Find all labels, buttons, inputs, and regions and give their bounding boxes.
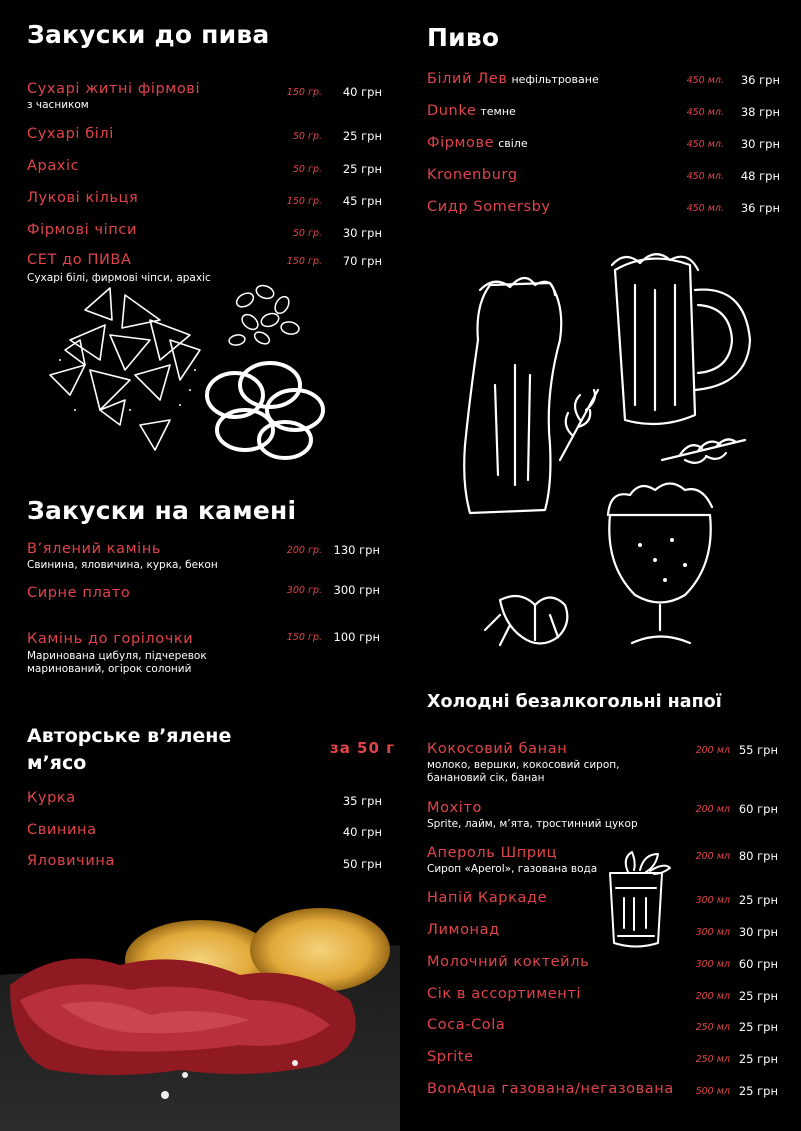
drink-item-price: 80 грн bbox=[738, 849, 778, 863]
snack-item-name: Сухарі житні фірмові bbox=[27, 81, 201, 97]
stone-item-vol: 200 гр. bbox=[286, 545, 322, 556]
snack-item-desc: Сухарі білі, фирмові чіпси, арахіс bbox=[27, 272, 211, 284]
jerky-photo bbox=[0, 905, 400, 1131]
snack-item-desc: з часником bbox=[27, 99, 89, 111]
snacks-illustration bbox=[30, 280, 340, 470]
stone-item-price: 300 грн bbox=[333, 583, 380, 597]
stone-item-price: 130 грн bbox=[333, 543, 380, 557]
jerky-title: Авторське в’ялене м’ясо bbox=[27, 725, 232, 774]
stone-item-vol: 150 гр. bbox=[286, 632, 322, 643]
beer-item-name bbox=[427, 199, 551, 215]
jerky-item-price: 40 грн bbox=[342, 825, 382, 839]
drink-item-vol: 200 мл bbox=[695, 804, 730, 815]
drink-item-vol: 200 мл bbox=[695, 745, 730, 756]
drink-item-vol: 250 мл bbox=[695, 1054, 730, 1065]
drink-item-name: Молочний коктейль bbox=[427, 954, 590, 970]
snack-item-price: 25 грн bbox=[342, 129, 382, 143]
drink-item-vol: 500 мл bbox=[695, 1086, 730, 1097]
drink-item-name: Сік в ассортименті bbox=[427, 986, 582, 1002]
drink-item-vol: 300 мл bbox=[695, 959, 730, 970]
snack-item-name: Арахіс bbox=[27, 158, 80, 174]
drink-item-name: Кокосовий банан bbox=[427, 741, 568, 757]
beer-item-name bbox=[427, 135, 528, 151]
beer-item-label: Сидр Somersby bbox=[427, 199, 551, 215]
stone-item-vol: 300 гр. bbox=[286, 585, 322, 596]
drink-item-name: Coca-Cola bbox=[427, 1017, 506, 1033]
snack-item-price: 45 грн bbox=[342, 194, 382, 208]
drink-item-price: 25 грн bbox=[738, 893, 778, 907]
drink-item-price: 25 грн bbox=[738, 1020, 778, 1034]
jerky-item-price: 50 грн bbox=[342, 857, 382, 871]
jerky-item-name: Курка bbox=[27, 790, 76, 806]
beer-title: Пиво bbox=[427, 23, 500, 52]
drink-item-price: 25 грн bbox=[738, 1052, 778, 1066]
snack-item-name: Фірмові чіпси bbox=[27, 222, 137, 238]
snack-item-vol: 50 гр. bbox=[292, 131, 322, 142]
drink-item-price: 60 грн bbox=[738, 802, 778, 816]
drink-item-price: 55 грн bbox=[738, 743, 778, 757]
stone-title: Закуски на камені bbox=[27, 496, 297, 525]
snack-item-price: 70 грн bbox=[342, 254, 382, 268]
beer-item-price: 36 грн bbox=[740, 73, 780, 87]
drinks-title: Холодні безалкогольні напої bbox=[427, 692, 722, 712]
stone-item-desc: Свинина, яловичина, курка, бекон bbox=[27, 559, 218, 571]
snack-item-name: Лукові кільця bbox=[27, 190, 139, 206]
beer-item-label: Kronenburg bbox=[427, 167, 518, 183]
beer-glasses-illustration bbox=[440, 245, 760, 665]
jerky-note: за 50 г bbox=[330, 739, 395, 757]
beer-item-name bbox=[427, 167, 518, 183]
beer-item-vol: 450 мл. bbox=[686, 107, 724, 118]
stone-item-price: 100 грн bbox=[333, 630, 380, 644]
beer-item-suffix: свіле bbox=[498, 137, 528, 150]
beer-item-suffix: темне bbox=[480, 105, 516, 118]
drink-item-name: BonAqua газована/негазована bbox=[427, 1081, 674, 1097]
snack-item-vol: 50 гр. bbox=[292, 164, 322, 175]
stone-item-name: В’ялений камінь bbox=[27, 541, 162, 557]
drink-item-name: Напій Каркаде bbox=[427, 890, 548, 906]
drink-item-vol: 200 мл bbox=[695, 851, 730, 862]
drink-item-desc: молоко, вершки, кокосовий сироп, банановий сік, банан bbox=[427, 759, 620, 784]
drink-item-vol: 300 мл bbox=[695, 895, 730, 906]
beer-item-name bbox=[427, 103, 516, 119]
snack-item-vol: 150 гр. bbox=[286, 87, 322, 98]
beer-item-vol: 450 мл. bbox=[686, 75, 724, 86]
snack-item-price: 30 грн bbox=[342, 226, 382, 240]
beer-item-vol: 450 мл. bbox=[686, 203, 724, 214]
drink-item-price: 30 грн bbox=[738, 925, 778, 939]
drink-item-name: Апероль Шприц bbox=[427, 845, 558, 861]
drink-item-desc: Сироп «Aperol», газована вода bbox=[427, 863, 598, 875]
beer-item-name bbox=[427, 71, 599, 87]
beer-item-label: Dunke bbox=[427, 103, 477, 119]
beer-item-vol: 450 мл. bbox=[686, 171, 724, 182]
beer-item-price: 36 грн bbox=[740, 201, 780, 215]
drink-item-vol: 200 мл bbox=[695, 991, 730, 1002]
snack-item-vol: 50 гр. bbox=[292, 228, 322, 239]
snack-item-vol: 150 гр. bbox=[286, 256, 322, 267]
drink-item-desc: Sprite, лайм, м’ята, тростинний цукор bbox=[427, 818, 638, 830]
beer-item-label: Фірмове bbox=[427, 135, 495, 151]
cocktail-glass-illustration bbox=[600, 848, 680, 953]
snacks-title: Закуски до пива bbox=[27, 20, 270, 49]
drink-item-name: Мохіто bbox=[427, 800, 482, 816]
drink-item-price: 60 грн bbox=[738, 957, 778, 971]
snack-item-name: Сухарі білі bbox=[27, 126, 114, 142]
drink-item-vol: 300 мл bbox=[695, 927, 730, 938]
jerky-item-name: Яловичина bbox=[27, 853, 115, 869]
beer-item-price: 38 грн bbox=[740, 105, 780, 119]
jerky-item-price: 35 грн bbox=[342, 794, 382, 808]
drink-item-name: Лимонад bbox=[427, 922, 500, 938]
jerky-item-name: Свинина bbox=[27, 822, 97, 838]
drink-item-price: 25 грн bbox=[738, 989, 778, 1003]
snack-item-price: 40 грн bbox=[342, 85, 382, 99]
beer-item-price: 30 грн bbox=[740, 137, 780, 151]
drink-item-name: Sprite bbox=[427, 1049, 474, 1065]
beer-item-vol: 450 мл. bbox=[686, 139, 724, 150]
snack-item-vol: 150 гр. bbox=[286, 196, 322, 207]
drink-item-price: 25 грн bbox=[738, 1084, 778, 1098]
snack-item-price: 25 грн bbox=[342, 162, 382, 176]
stone-item-name: Сирне плато bbox=[27, 585, 131, 601]
beer-item-label: Білий Лев bbox=[427, 71, 508, 87]
drink-item-vol: 250 мл bbox=[695, 1022, 730, 1033]
beer-item-price: 48 грн bbox=[740, 169, 780, 183]
snack-item-name: СЕТ до ПИВА bbox=[27, 252, 132, 268]
beer-item-suffix: нефільтроване bbox=[511, 73, 599, 86]
stone-item-desc: Маринована цибуля, підчеревок маринований, огірок солоний bbox=[27, 650, 207, 675]
stone-item-name: Камінь до горілочки bbox=[27, 631, 194, 647]
